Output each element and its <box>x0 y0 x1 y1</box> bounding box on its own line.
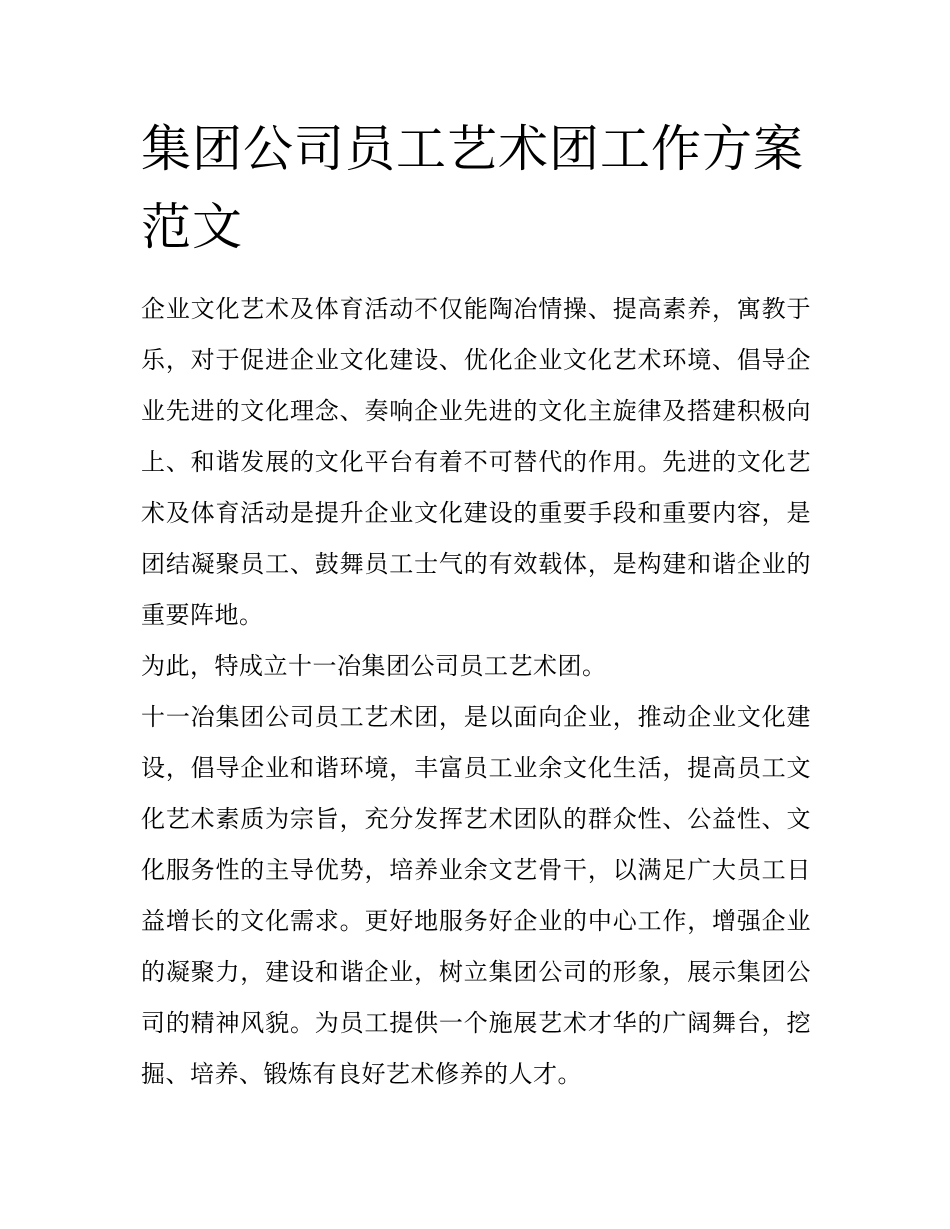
document-title: 集团公司员工艺术团工作方案范文 <box>141 120 804 256</box>
document-page <box>141 110 811 1100</box>
paragraph-purpose: 十一冶集团公司员工艺术团，是以面向企业，推动企业文化建设，倡导企业和谐环境，丰富员工业余文化生活，提高员工文化艺术素质为宗旨，充分发挥艺术团队的群众性、公益性、文化服务性的主导优势，培养业余文艺骨干，以满足广大员工日益增长的文化需求。更好地服务好企业的中心工作，增强企业的凝聚力，建设和谐企业，树立集团公司的形象，展示集团公司的精神风貌。为员工提供一个施展艺术才华的广阔舞台，挖掘、培养、锻炼有良好艺术修养的人才。 <box>141 703 811 1088</box>
paragraph-establish: 为此，特成立十一冶集团公司员工艺术团。 <box>141 652 607 680</box>
paragraph-intro: 企业文化艺术及体育活动不仅能陶冶情操、提高素养，寓教于乐，对于促进企业文化建设、优化企业文化艺术环境、倡导企业先进的文化理念、奏响企业先进的文化主旋律及搭建积极向上、和谐发展的文化平台有着不可替代的作用。先进的文化艺术及体育活动是提升企业文化建设的重要手段和重要内容，是团结凝聚员工、鼓舞员工士气的有效载体，是构建和谐企业的重要阵地。 <box>141 295 811 629</box>
